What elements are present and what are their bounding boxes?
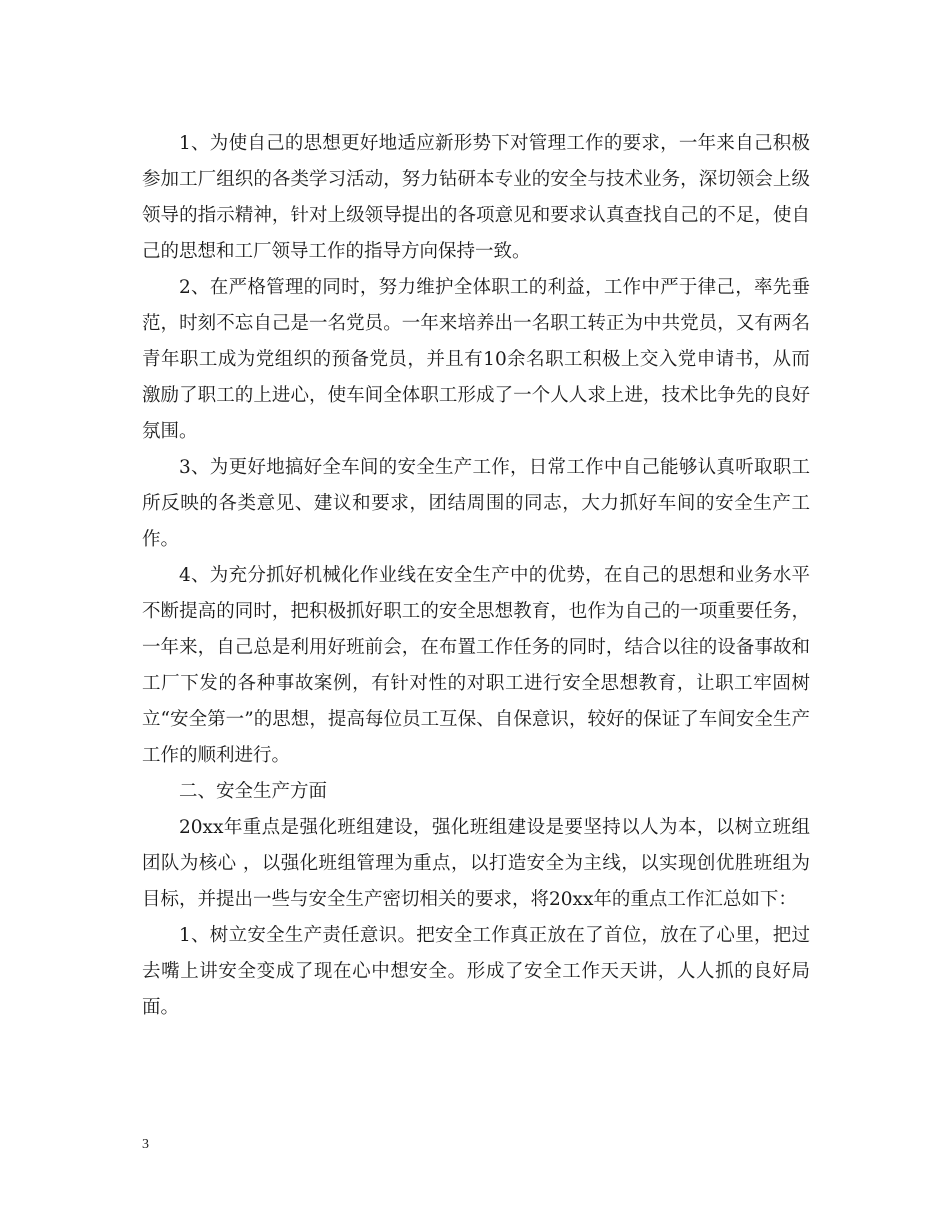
page-number: 3 [142,1137,149,1152]
paragraph-2: 2、在严格管理的同时，努力维护全体职工的利益，工作中严于律己，率先垂范，时刻不忘自己是一名党员。一年来培养出一名职工转正为中共党员，又有两名青年职工成为党组织的预备党员，并且有10余名职工积极上交入党申请书，从而激励了职工的上进心，使车间全体职工形成了一个人人求上进，技术比争先的良好氛围。 [142,277,810,442]
paragraph-6: 1、树立安全生产责任意识。把安全工作真正放在了首位，放在了心里，把过去嘴上讲安全变成了现在心中想安全。形成了安全工作天天讲，人人抓的良好局面。 [142,925,810,1018]
paragraph-5: 20xx年重点是强化班组建设，强化班组建设是要坚持以人为本，以树立班组团队为核心 ，以强化班组管理为重点，以打造安全为主线，以实现创优胜班组为目标，并提出一些与安全生产密切相关的要求，将20xx年的重点工作汇总如下： [142,817,810,910]
paragraph-1: 1、为使自己的思想更好地适应新形势下对管理工作的要求，一年来自己积极参加工厂组织的各类学习活动，努力钻研本专业的安全与技术业务，深切领会上级领导的指示精神，针对上级领导提出的各项意见和要求认真查找自己的不足，使自己的思想和工厂领导工作的指导方向保持一致。 [142,133,810,262]
paragraph-4: 4、为充分抓好机械化作业线在安全生产中的优势，在自己的思想和业务水平不断提高的同时，把积极抓好职工的安全思想教育，也作为自己的一项重要任务，一年来，自己总是利用好班前会，在布置工作任务的同时，结合以往的设备事故和工厂下发的各种事故案例，有针对性的对职工进行安全思想教育，让职工牢固树立“安全第一”的思想，提高每位员工互保、自保意识，较好的保证了车间安全生产工作的顺利进行。 [142,565,810,766]
document-body [142,126,810,1026]
section-heading: 二、安全生产方面 [179,781,328,802]
paragraph-3: 3、为更好地搞好全车间的安全生产工作，日常工作中自己能够认真听取职工所反映的各类意见、建议和要求，团结周围的同志，大力抓好车间的安全生产工作。 [142,457,810,550]
